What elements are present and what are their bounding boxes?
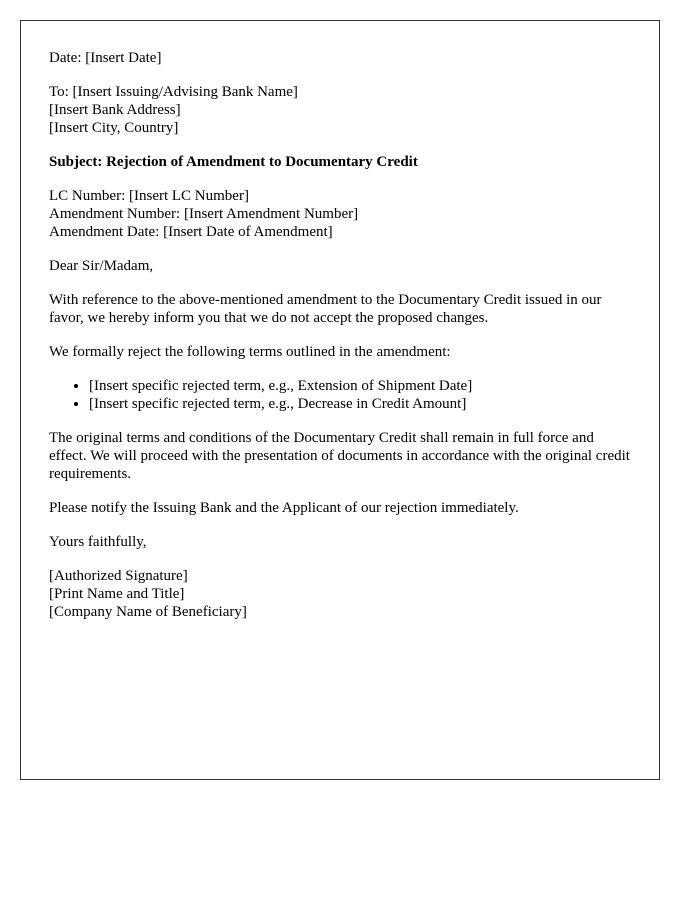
rejected-term-item: • [Insert specific rejected term, e.g., Decrease in Credit Amount] (89, 395, 631, 413)
print-name-title: [Print Name and Title] (49, 586, 185, 602)
rejection-intro-paragraph: We formally reject the following terms outlined in the amendment: (49, 344, 451, 360)
amendment-date: Amendment Date: [Insert Date of Amendment] (49, 224, 333, 240)
original-terms-paragraph: The original terms and conditions of the Documentary Credit shall remain in full force and effect. We will proceed with the presentation of documents in accordance with the original credit requirements. (49, 430, 630, 482)
rejected-term-item: • [Insert specific rejected term, e.g., Extension of Shipment Date] (89, 377, 631, 395)
date-text: Date: [Insert Date] (49, 50, 162, 66)
rejected-terms-list (49, 377, 631, 413)
signature-block (49, 567, 631, 621)
closing: Yours faithfully, (49, 534, 147, 550)
subject-text: Subject: Rejection of Amendment to Documentary Credit (49, 154, 418, 170)
reference-block (49, 187, 631, 241)
lc-number: LC Number: [Insert LC Number] (49, 188, 249, 204)
authorized-signature: [Authorized Signature] (49, 568, 188, 584)
intro-paragraph: With reference to the above-mentioned amendment to the Documentary Credit issued in our favor, we hereby inform you that we do not accept the proposed changes. (49, 292, 602, 326)
recipient-city-country: [Insert City, Country] (49, 120, 179, 136)
recipient-block (49, 83, 631, 137)
notification-paragraph: Please notify the Issuing Bank and the Applicant of our rejection immediately. (49, 500, 519, 516)
subject-line (49, 153, 631, 171)
letter-page (20, 20, 660, 780)
company-name: [Company Name of Beneficiary] (49, 604, 247, 620)
recipient-bank-name: To: [Insert Issuing/Advising Bank Name] (49, 84, 298, 100)
date-line (49, 49, 631, 67)
amendment-number: Amendment Number: [Insert Amendment Number] (49, 206, 359, 222)
salutation: Dear Sir/Madam, (49, 258, 154, 274)
recipient-bank-address: [Insert Bank Address] (49, 102, 181, 118)
